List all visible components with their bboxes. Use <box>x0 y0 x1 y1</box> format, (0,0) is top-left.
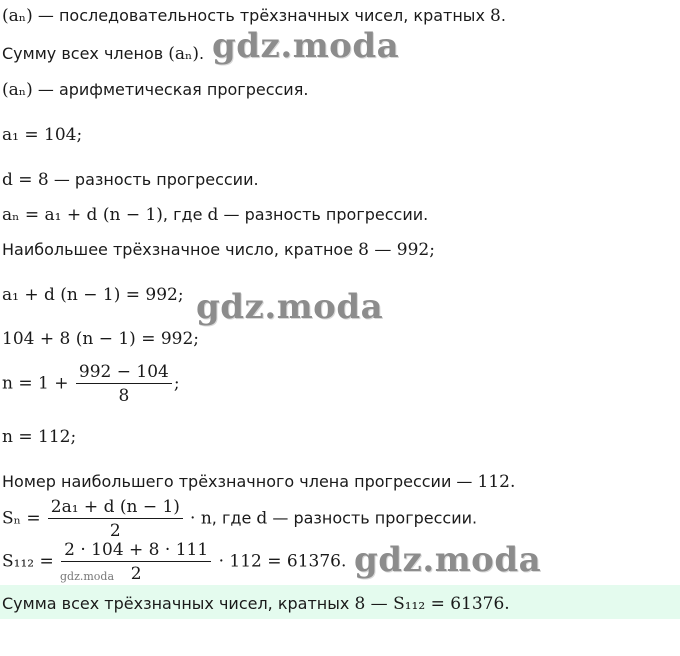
progression-line <box>2 80 308 100</box>
largest-index-value: 112. <box>477 472 516 492</box>
watermark-logo: gdz.moda <box>60 570 115 583</box>
answer-text: Сумма всех трёхзначных чисел, кратных <box>2 594 355 613</box>
sequence-symbol: (aₙ) <box>2 80 33 100</box>
fraction-denominator: 8 <box>118 386 130 406</box>
task-end: . <box>199 44 205 63</box>
sum-formula-var: d <box>256 508 268 529</box>
progression-text: — арифметическая прогрессия. <box>32 80 309 99</box>
statement-line <box>2 6 506 26</box>
fraction-numerator: 2a₁ + d (n − 1) <box>48 497 183 519</box>
sequence-symbol: (aₙ) <box>168 44 200 64</box>
watermark-logo: gdz.moda <box>354 540 542 580</box>
first-term-line: a₁ = 104; <box>2 125 83 145</box>
statement-number: 8 <box>490 6 501 26</box>
equation-line-2: 104 + 8 (n − 1) = 992; <box>2 329 200 349</box>
nth-term-line <box>2 205 428 225</box>
fraction-denominator: 2 <box>109 521 121 541</box>
fraction-numerator: 992 − 104 <box>76 362 172 384</box>
nth-term-formula: aₙ = a₁ + d (n − 1) <box>2 205 163 225</box>
sequence-symbol: (aₙ) <box>2 6 33 26</box>
sum-formula-text: , где <box>211 508 257 528</box>
fraction-numerator: 2 · 104 + 8 · 111 <box>61 540 211 562</box>
largest-number-text: Наибольшее трёхзначное число, кратное <box>2 240 359 259</box>
fraction <box>76 362 172 406</box>
fraction-denominator: 2 <box>130 564 142 584</box>
largest-index-line <box>2 472 515 492</box>
watermark-logo: gdz.moda <box>196 287 384 327</box>
task-text: Сумму всех членов <box>2 44 169 63</box>
fraction <box>48 497 183 541</box>
sum-formula-lhs: Sₙ = <box>2 508 41 529</box>
nth-term-var: d <box>207 205 219 225</box>
nth-term-text: , где <box>162 205 208 224</box>
answer-line <box>2 594 510 614</box>
watermark-logo: gdz.moda <box>212 26 400 66</box>
sum-formula-rhs: · n <box>190 508 212 529</box>
statement-text: — последовательность трёхзначных чисел, кратных <box>32 6 490 25</box>
equation-end: ; <box>173 373 180 394</box>
difference-formula: d = 8 <box>2 170 49 190</box>
sum-calc-lhs: S₁₁₂ = <box>2 551 54 572</box>
largest-number-value: 8 — 992; <box>358 240 435 260</box>
equation-line-3 <box>2 362 180 406</box>
equation-lhs: n = 1 + <box>2 373 69 394</box>
task-line <box>2 44 204 64</box>
difference-text: — разность прогрессии. <box>48 170 259 189</box>
sum-calc-rhs: · 112 = 61376. <box>218 551 347 572</box>
equation-line-1: a₁ + d (n − 1) = 992; <box>2 285 184 305</box>
largest-number-line <box>2 240 435 260</box>
answer-value: 8 — S₁₁₂ = 61376. <box>354 594 510 614</box>
statement-end: . <box>500 6 506 25</box>
equation-line-4: n = 112; <box>2 427 77 447</box>
nth-term-text2: — разность прогрессии. <box>218 205 429 224</box>
largest-index-text: Номер наибольшего трёхзначного члена прогрессии — <box>2 472 478 491</box>
difference-line <box>2 170 259 190</box>
sum-calc-line <box>2 540 346 584</box>
sum-formula-text2: — разность прогрессии. <box>267 508 478 528</box>
sum-formula-line <box>2 497 477 541</box>
